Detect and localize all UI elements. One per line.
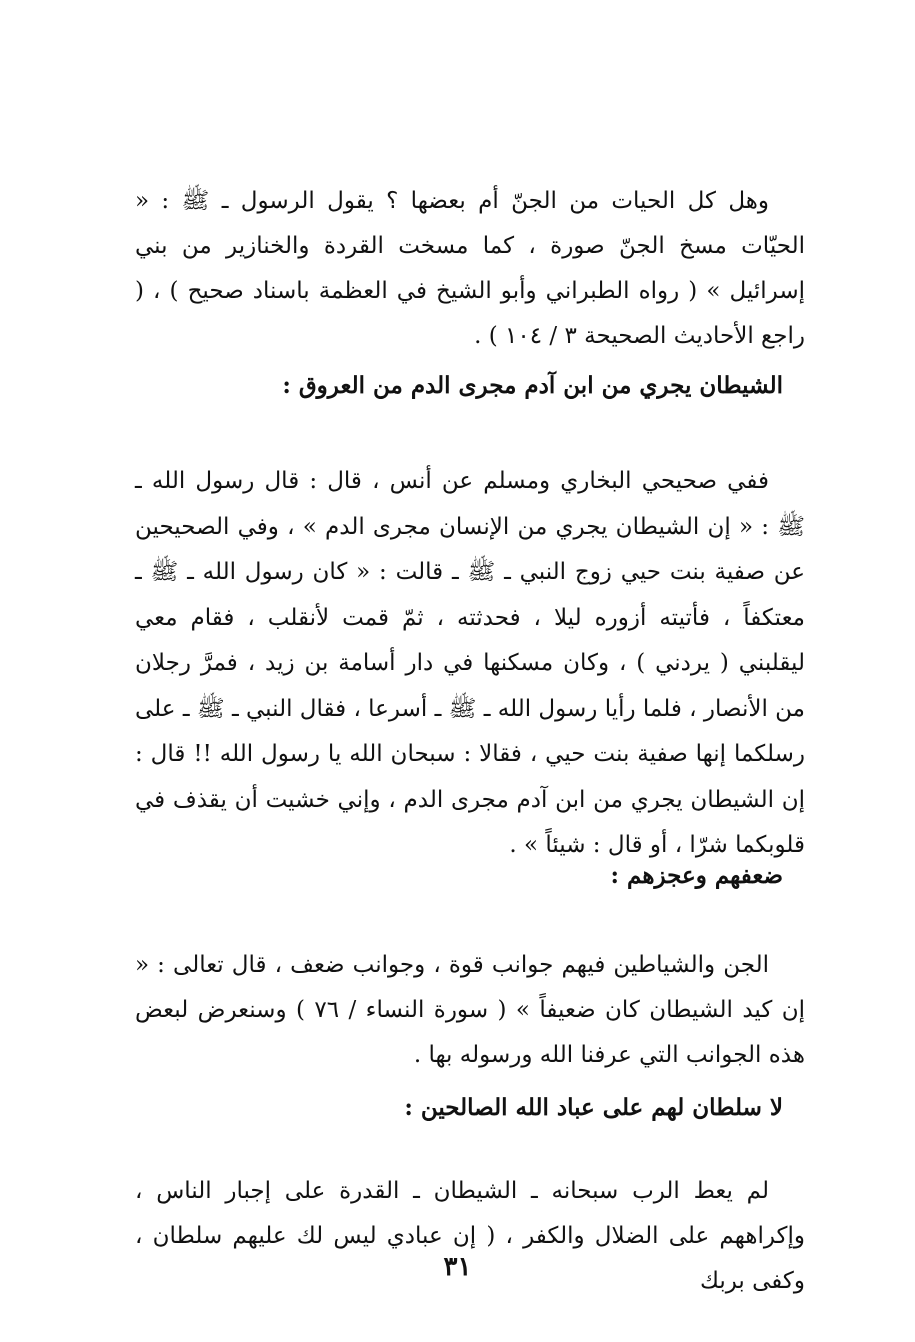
paragraph-no-authority: لم يعط الرب سبحانه ـ الشيطان ـ القدرة على إجبار الناس ، وإكراههم على الضلال والكفر ، ( إن عبادي ليس لك عليهم سلطان ، وكفى بربك bbox=[135, 1178, 805, 1294]
paragraph-safiyya-hadith: ففي صحيحي البخاري ومسلم عن أنس ، قال : قال رسول الله ـ ﷺ : « إن الشيطان يجري من الإنسان مجرى الدم » ، وفي الصحيحين عن صفية بنت حيي زوج النبي ـ ﷺ ـ قالت : « كان رسول الله ـ ﷺ ـ معتكفاً ، فأتيته أزوره ليلا ، فحدثته ، ثمّ قمت لأنقلب ، فقام معي ليقلبني ( يردني ) ، وكان مسكنها في دار أسامة بن زيد ، فمرَّ رجلان من الأنصار ، فلما رأيا رسول الله ـ ﷺ ـ أسرعا ، فقال النبي ـ ﷺ ـ على رسلكما إنها صفية بنت حيي ، فقالا : سبحان الله يا رسول الله !! قال : إن الشيطان يجري من ابن آدم مجرى الدم ، وإني خشيت أن يقذف في قلوبكما شرّا ، أو قال : شيئاً » . bbox=[135, 468, 805, 858]
paragraph-weakness: الجن والشياطين فيهم جوانب قوة ، وجوانب ضعف ، قال تعالى : « إن كيد الشيطان كان ضعيفاً » ( سورة النساء / ٧٦ ) وسنعرض لبعض هذه الجوانب التي عرفنا الله ورسوله بها . bbox=[135, 952, 805, 1068]
page-number: ٣١ bbox=[443, 1252, 472, 1282]
section-heading-no-authority: لا سلطان لهم على عباد الله الصالحين : bbox=[404, 1094, 783, 1121]
section-heading-weakness: ضعفهم وعجزهم : bbox=[610, 862, 783, 889]
section-heading-shaytan-blood: الشيطان يجري من ابن آدم مجرى الدم من العروق : bbox=[282, 372, 783, 399]
paragraph-snakes-jinn: وهل كل الحيات من الجنّ أم بعضها ؟ يقول الرسول ـ ﷺ : « الحيّات مسخ الجنّ صورة ، كما مسخت القردة والخنازير من بني إسرائيل » ( رواه الطبراني وأبو الشيخ في العظمة باسناد صحيح ) ، ( راجع الأحاديث الصحيحة ٣ / ١٠٤ ) . bbox=[135, 188, 805, 349]
